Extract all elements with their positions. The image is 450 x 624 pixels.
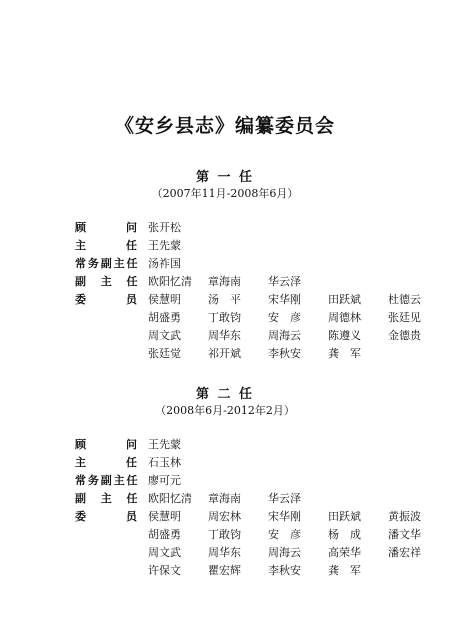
member-name: 周华东	[208, 329, 241, 342]
member-name: 许保文	[148, 564, 181, 577]
member-name: 张开松	[148, 221, 181, 234]
member-name: 侯慧明	[148, 293, 181, 306]
member-name: 杜德云	[388, 293, 421, 306]
member-name: 潘文华	[388, 528, 421, 541]
member-name: 田跃斌	[328, 510, 361, 523]
member-name: 章海南	[208, 492, 241, 505]
member-names	[148, 345, 388, 363]
member-names	[148, 436, 388, 454]
term-date-range: （2007年11月-2008年6月）	[151, 187, 299, 200]
member-names	[148, 454, 388, 472]
member-name: 王先蒙	[148, 438, 181, 451]
member-name: 潘宏祥	[388, 546, 421, 559]
member-name: 杨 成	[328, 528, 361, 541]
member-names	[148, 309, 421, 327]
member-names	[148, 273, 388, 291]
member-names	[148, 562, 388, 580]
member-name: 章海南	[208, 275, 241, 288]
member-name: 华云泽	[268, 492, 301, 505]
term-heading: 第 一 任	[195, 170, 255, 185]
role-label: 副 主 任	[75, 275, 137, 288]
member-name: 周华东	[208, 546, 241, 559]
member-name: 王先蒙	[148, 239, 181, 252]
member-name: 黄振波	[388, 510, 421, 523]
member-names	[148, 490, 388, 508]
member-name: 高荣华	[328, 546, 361, 559]
term-heading: 第 二 任	[195, 387, 255, 402]
member-names	[148, 327, 421, 345]
member-name: 周宏林	[208, 510, 241, 523]
member-name: 廖可元	[148, 474, 181, 487]
member-names	[148, 291, 421, 309]
member-name: 丁敢钧	[208, 311, 241, 324]
member-names	[148, 508, 421, 526]
member-name: 金德贵	[388, 329, 421, 342]
member-name: 李秋安	[268, 564, 301, 577]
member-name: 龚 军	[328, 564, 361, 577]
role-label: 顾 问	[75, 221, 137, 234]
role-label: 副 主 任	[75, 492, 137, 505]
role-label: 常务副主任	[75, 474, 137, 487]
role-label: 常务副主任	[75, 257, 137, 270]
member-names	[148, 255, 388, 273]
member-name: 欧阳忆清	[148, 492, 192, 505]
member-name: 周德林	[328, 311, 361, 324]
member-name: 龚 军	[328, 347, 361, 360]
member-name: 田跃斌	[328, 293, 361, 306]
role-label: 委 员	[75, 510, 137, 523]
role-label: 主 任	[75, 456, 137, 469]
member-names	[148, 237, 388, 255]
member-name: 宋华刚	[268, 293, 301, 306]
member-name: 周文武	[148, 329, 181, 342]
role-label: 顾 问	[75, 438, 137, 451]
member-name: 丁敢钧	[208, 528, 241, 541]
member-name: 安 彦	[268, 311, 301, 324]
member-name: 侯慧明	[148, 510, 181, 523]
member-name: 汤 平	[208, 293, 241, 306]
member-name: 李秋安	[268, 347, 301, 360]
member-name: 宋华刚	[268, 510, 301, 523]
member-name: 胡盛勇	[148, 311, 181, 324]
member-names	[148, 219, 388, 237]
member-name: 石玉林	[148, 456, 181, 469]
page-title: 《安乡县志》编纂委员会	[114, 115, 335, 137]
member-name: 汤祚国	[148, 257, 181, 270]
member-names	[148, 472, 388, 490]
term-date-range: （2008年6月-2012年2月）	[155, 404, 295, 417]
member-name: 瞿宏辉	[208, 564, 241, 577]
member-name: 周文武	[148, 546, 181, 559]
member-name: 张廷见	[388, 311, 421, 324]
member-names	[148, 544, 421, 562]
member-name: 陈遵义	[328, 329, 361, 342]
member-name: 张廷觉	[148, 347, 181, 360]
member-name: 周海云	[268, 546, 301, 559]
member-names	[148, 526, 421, 544]
member-name: 华云泽	[268, 275, 301, 288]
member-name: 祁开斌	[208, 347, 241, 360]
member-name: 周海云	[268, 329, 301, 342]
member-name: 胡盛勇	[148, 528, 181, 541]
member-name: 欧阳忆清	[148, 275, 192, 288]
role-label: 主 任	[75, 239, 137, 252]
member-name: 安 彦	[268, 528, 301, 541]
role-label: 委 员	[75, 293, 137, 306]
